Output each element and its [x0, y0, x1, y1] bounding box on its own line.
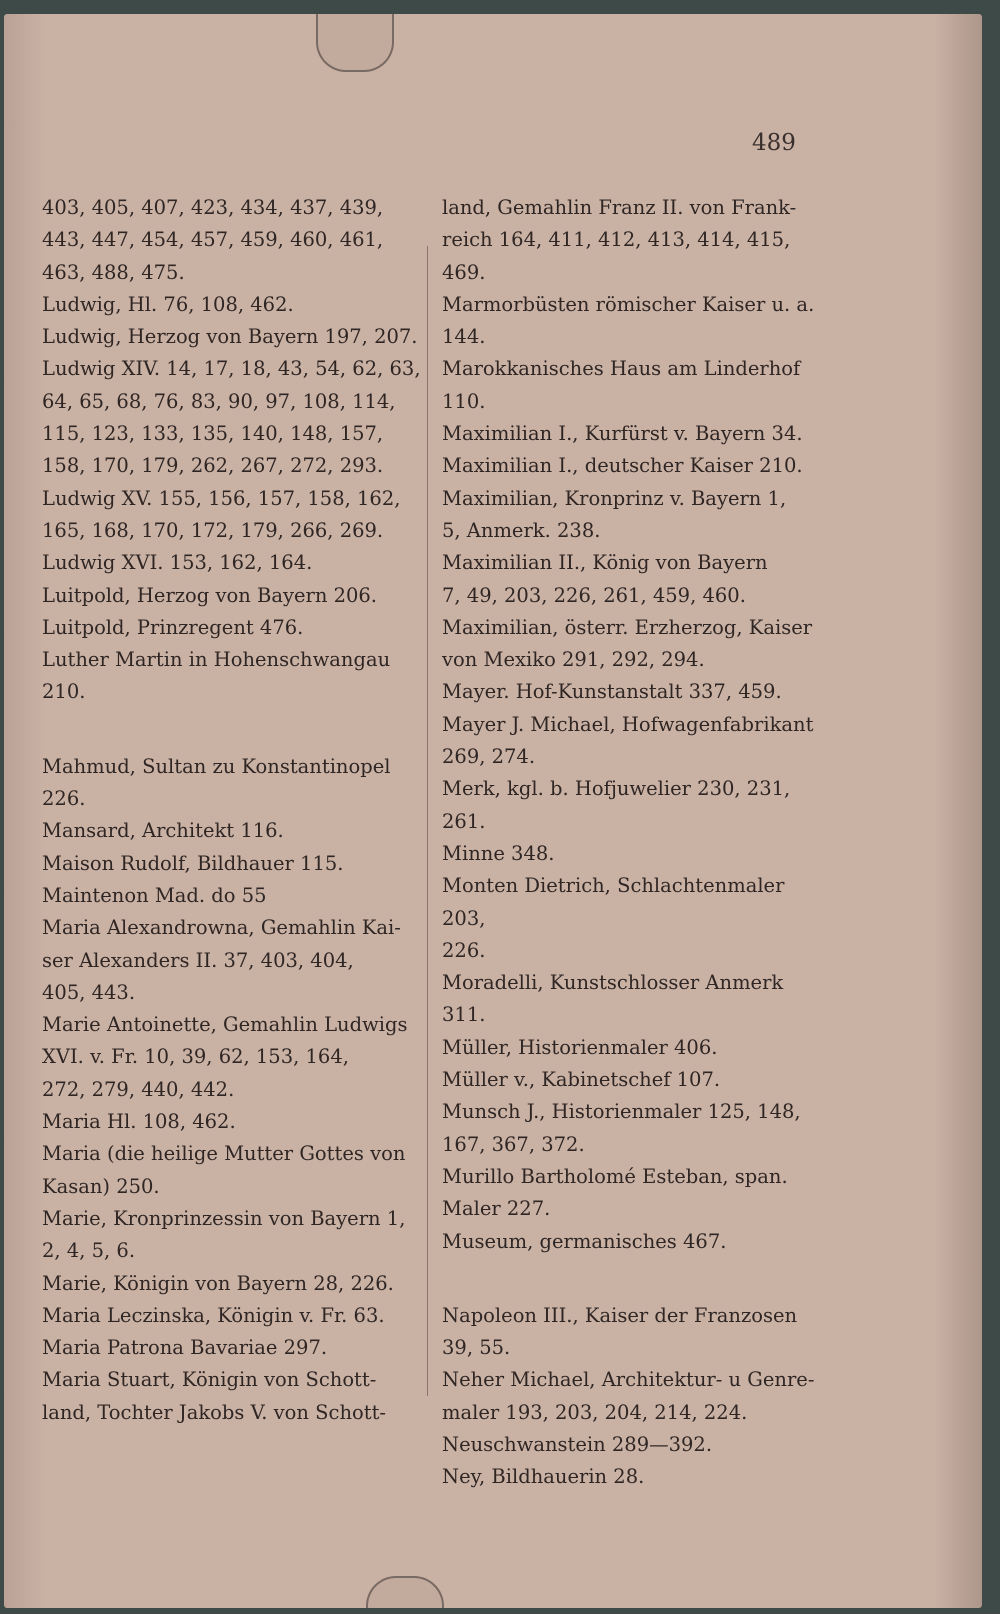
index-line: Ludwig XV. 155, 156, 157, 158, 162,: [42, 486, 401, 510]
index-line: maler 193, 203, 204, 214, 224.: [442, 1400, 748, 1424]
section-gap: [42, 709, 424, 751]
index-line: Monten Dietrich, Schlachtenmaler 203,: [442, 874, 785, 930]
index-line: Maximilian I., Kurfürst v. Bayern 34.: [442, 422, 803, 446]
index-line: Ludwig XIV. 14, 17, 18, 43, 54, 62, 63,: [42, 357, 421, 381]
index-line: 405, 443.: [42, 980, 136, 1004]
index-line: 463, 488, 475.: [42, 260, 185, 284]
index-line: Marokkanisches Haus am Linderhof: [442, 357, 801, 381]
index-line: Mayer J. Michael, Hofwagenfabrikant: [442, 712, 814, 736]
section-gap: [442, 1258, 820, 1300]
binding-tab-bottom: [366, 1576, 444, 1608]
index-line: Mahmud, Sultan zu Konstantinopel: [42, 754, 391, 778]
index-column-left: [42, 192, 424, 1429]
index-line: XVI. v. Fr. 10, 39, 62, 153, 164,: [42, 1045, 349, 1069]
index-line: 39, 55.: [442, 1336, 511, 1360]
index-line: von Mexiko 291, 292, 294.: [442, 648, 705, 672]
index-line: Luitpold, Prinzregent 476.: [42, 615, 304, 639]
index-line: Luitpold, Herzog von Bayern 206.: [42, 583, 378, 607]
index-line: Merk, kgl. b. Hofjuwelier 230, 231, 261.: [442, 777, 791, 833]
index-line: Marie Antoinette, Gemahlin Ludwigs: [42, 1013, 408, 1037]
index-line: 7, 49, 203, 226, 261, 459, 460.: [442, 583, 746, 607]
binding-tab-top: [316, 14, 394, 72]
index-line: 403, 405, 407, 423, 434, 437, 439,: [42, 196, 384, 219]
index-line: 167, 367, 372.: [442, 1132, 585, 1156]
index-line: Marie, Kronprinzessin von Bayern 1,: [42, 1206, 406, 1230]
index-line: Kasan) 250.: [42, 1174, 160, 1198]
index-line: 165, 168, 170, 172, 179, 266, 269.: [42, 518, 384, 542]
index-line: Müller v., Kabinetschef 107.: [442, 1068, 721, 1092]
index-line: Marie, Königin von Bayern 28, 226.: [42, 1271, 394, 1295]
index-line: 469.: [442, 260, 486, 284]
index-line: Mayer. Hof-Kunstanstalt 337, 459.: [442, 680, 782, 704]
index-line: Maria Hl. 108, 462.: [42, 1110, 236, 1134]
index-line: 272, 279, 440, 442.: [42, 1077, 235, 1101]
index-line: Napoleon III., Kaiser der Franzosen: [442, 1303, 798, 1327]
index-line: reich 164, 411, 412, 413, 414, 415,: [442, 228, 791, 252]
index-line: Maximilian, Kronprinz v. Bayern 1,: [442, 486, 787, 510]
index-line: 115, 123, 133, 135, 140, 148, 157,: [42, 422, 384, 446]
index-line: land, Tochter Jakobs V. von Schott-: [42, 1400, 387, 1424]
index-line: Maria Alexandrowna, Gemahlin Kai-: [42, 916, 401, 940]
index-line: 144.: [442, 325, 486, 349]
index-line: 5, Anmerk. 238.: [442, 518, 601, 542]
index-line: Moradelli, Kunstschlosser Anmerk 311.: [442, 971, 784, 1027]
index-line: Maintenon Mad. do 55: [42, 883, 267, 907]
index-line: Maria (die heilige Mutter Gottes von: [42, 1142, 406, 1166]
index-line: 226.: [42, 787, 86, 811]
index-line: Ludwig XVI. 153, 162, 164.: [42, 551, 313, 575]
index-line: Maximilian II., König von Bayern: [442, 551, 768, 575]
index-line: 158, 170, 179, 262, 267, 272, 293.: [42, 454, 384, 478]
index-line: Maria Stuart, Königin von Schott-: [42, 1368, 377, 1392]
index-line: Ludwig, Hl. 76, 108, 462.: [42, 292, 294, 316]
index-line: land, Gemahlin Franz II. von Frank-: [442, 196, 797, 219]
index-line: Munsch J., Historienmaler 125, 148,: [442, 1100, 801, 1124]
index-line: 269, 274.: [442, 745, 536, 769]
index-line: Maison Rudolf, Bildhauer 115.: [42, 851, 344, 875]
index-line: Maler 227.: [442, 1197, 551, 1221]
index-line: Ney, Bildhauerin 28.: [442, 1465, 645, 1489]
index-line: Minne 348.: [442, 841, 555, 865]
index-line: Marmorbüsten römischer Kaiser u. a.: [442, 292, 815, 316]
page-number: 489: [752, 130, 796, 156]
index-line: Murillo Bartholomé Esteban, span.: [442, 1164, 788, 1188]
index-column-right: [442, 192, 820, 1494]
index-line: Neuschwanstein 289—392.: [442, 1432, 713, 1456]
book-page: [4, 14, 982, 1608]
index-line: 110.: [442, 389, 486, 413]
index-line: Neher Michael, Architektur- u Genre-: [442, 1368, 815, 1392]
index-line: Maria Patrona Bavariae 297.: [42, 1336, 328, 1360]
index-line: Mansard, Architekt 116.: [42, 819, 284, 843]
column-divider: [427, 246, 428, 1396]
index-line: Maria Leczinska, Königin v. Fr. 63.: [42, 1303, 385, 1327]
index-line: 64, 65, 68, 76, 83, 90, 97, 108, 114,: [42, 389, 396, 413]
index-line: Maximilian I., deutscher Kaiser 210.: [442, 454, 803, 478]
index-line: Museum, germanisches 467.: [442, 1229, 727, 1253]
index-line: Luther Martin in Hohenschwangau 210.: [42, 648, 391, 704]
index-line: Maximilian, österr. Erzherzog, Kaiser: [442, 615, 813, 639]
index-line: 2, 4, 5, 6.: [42, 1239, 136, 1263]
index-line: Ludwig, Herzog von Bayern 197, 207.: [42, 325, 418, 349]
index-line: ser Alexanders II. 37, 403, 404,: [42, 948, 354, 972]
index-line: 226.: [442, 938, 486, 962]
index-line: 443, 447, 454, 457, 459, 460, 461,: [42, 228, 384, 252]
index-line: Müller, Historienmaler 406.: [442, 1035, 718, 1059]
